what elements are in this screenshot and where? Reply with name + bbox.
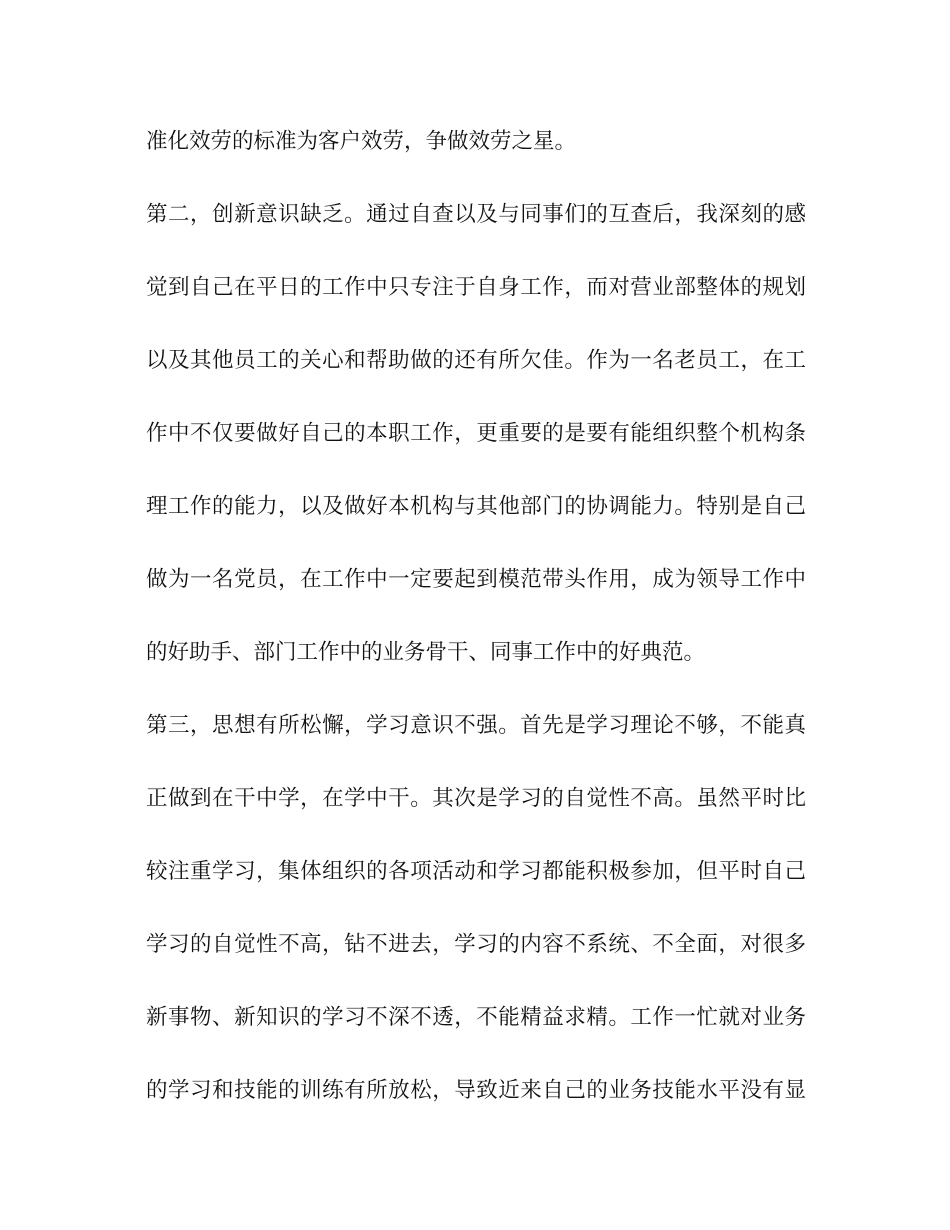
text-line: 第三，思想有所松懈，学习意识不强。首先是学习理论不够，不能真 — [146, 713, 806, 738]
text-line: 理工作的能力，以及做好本机构与其他部门的协调能力。特别是自己 — [146, 494, 806, 519]
text-line: 的好助手、部门工作中的业务骨干、同事工作中的好典范。 — [146, 640, 706, 665]
text-line: 正做到在干中学，在学中干。其次是学习的自觉性不高。虽然平时比 — [146, 786, 806, 811]
text-line: 较注重学习，集体组织的各项活动和学习都能积极参加，但平时自己 — [146, 859, 806, 884]
text-line: 学习的自觉性不高，钻不进去，学习的内容不系统、不全面，对很多 — [146, 932, 806, 957]
text-line: 觉到自己在平日的工作中只专注于自身工作，而对营业部整体的规划 — [146, 275, 806, 300]
text-line: 第二，创新意识缺乏。通过自查以及与同事们的互查后，我深刻的感 — [146, 202, 806, 227]
text-line: 的学习和技能的训练有所放松，导致近来自己的业务技能水平没有显 — [146, 1078, 806, 1103]
text-line: 准化效劳的标准为客户效劳，争做效劳之星。 — [146, 129, 577, 154]
text-line: 作中不仅要做好自己的本职工作，更重要的是要有能组织整个机构条 — [146, 421, 806, 446]
text-line: 做为一名党员，在工作中一定要起到模范带头作用，成为领导工作中 — [146, 567, 806, 592]
text-line: 新事物、新知识的学习不深不透，不能精益求精。工作一忙就对业务 — [146, 1005, 806, 1030]
text-line: 以及其他员工的关心和帮助做的还有所欠佳。作为一名老员工，在工 — [146, 348, 806, 373]
